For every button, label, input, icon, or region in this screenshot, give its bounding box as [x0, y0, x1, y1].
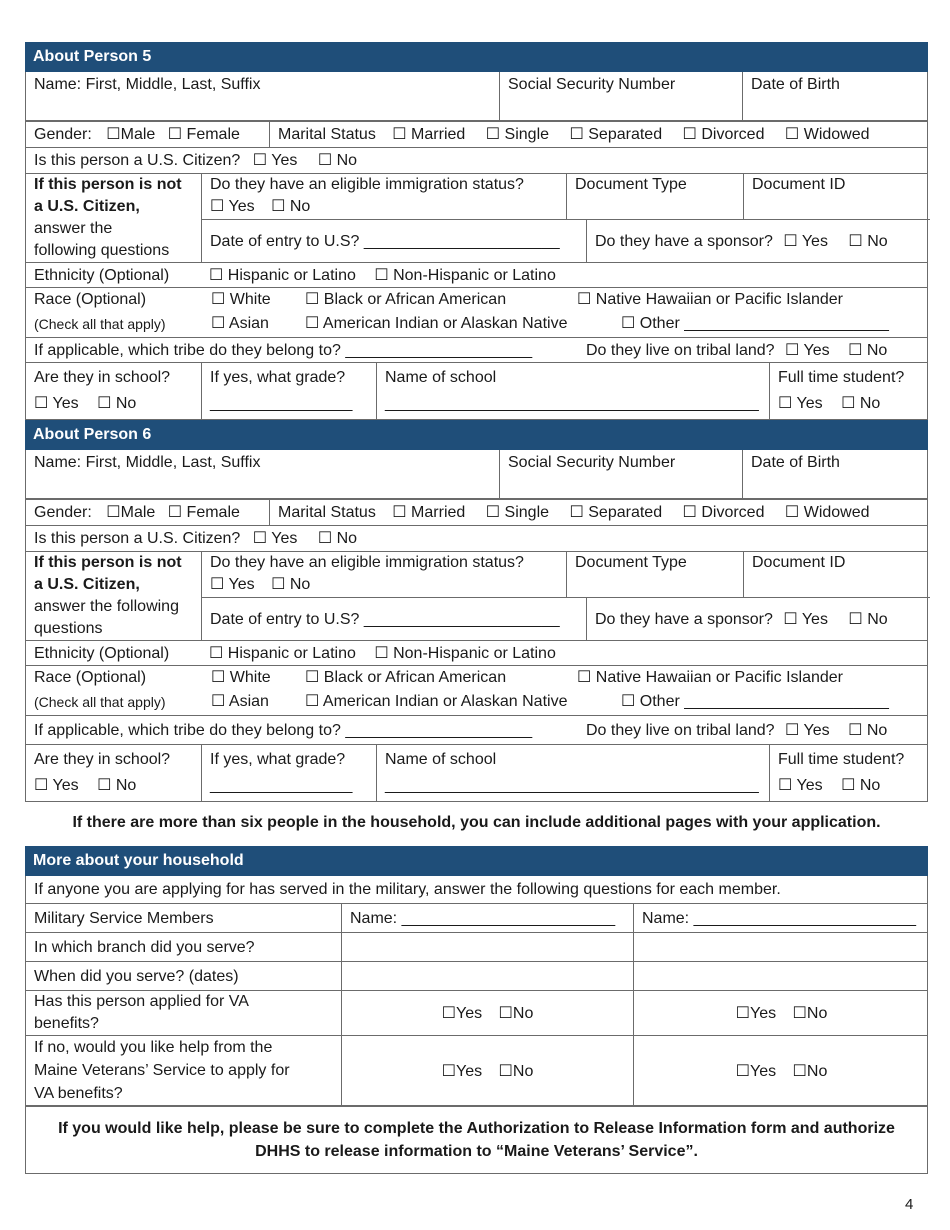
other-race-checkbox[interactable]: ☐ Other _______________________ [621, 315, 889, 332]
tribal-land-cell [578, 716, 929, 744]
single-checkbox[interactable]: ☐ Single [485, 504, 550, 521]
non-citizen-instructions [26, 174, 201, 262]
non-citizen-text-2: questions [34, 620, 103, 637]
gender-label: Gender: [34, 126, 92, 143]
marital-cell [269, 122, 929, 147]
citizen-question: Is this person a U.S. Citizen? [34, 530, 241, 547]
va-question-line-2: benefits? [34, 1015, 99, 1032]
member-2-name-input[interactable]: Name: _________________________ [633, 904, 929, 932]
hispanic-checkbox[interactable]: ☐ Hispanic or Latino [209, 267, 356, 284]
immigration-row [202, 174, 930, 220]
help-question-line-2: Maine Veterans’ Service to apply for [34, 1062, 290, 1079]
fulltime-cell [769, 363, 929, 419]
citizen-yes-checkbox[interactable]: ☐ Yes [252, 152, 298, 169]
name-row [25, 450, 928, 499]
fulltime-yes-checkbox[interactable]: ☐ Yes [778, 395, 823, 412]
native-checkbox[interactable]: ☐ American Indian or Alaskan Native [305, 693, 568, 710]
dob-field[interactable]: Date of Birth [742, 72, 929, 120]
authorization-note [25, 1106, 928, 1174]
non-citizen-bold-2: a U.S. Citizen, [34, 198, 140, 215]
asian-checkbox[interactable]: ☐ Asian [211, 693, 269, 710]
gender-marital-row [25, 121, 928, 148]
immigration-no-checkbox[interactable]: ☐ No [271, 576, 311, 593]
document-type-field[interactable]: Document Type [566, 174, 743, 219]
non-citizen-block [25, 552, 928, 641]
tribal-yes-checkbox[interactable]: ☐ Yes [785, 342, 830, 359]
race-row [25, 288, 928, 338]
members-row [25, 904, 928, 933]
non-hispanic-checkbox[interactable]: ☐ Non-Hispanic or Latino [374, 645, 556, 662]
household-intro: If anyone you are applying for has served in the military, answer the following questions for each member. [34, 881, 781, 898]
name-field[interactable]: Name: First, Middle, Last, Suffix [34, 76, 261, 93]
member-1-branch-input[interactable] [341, 933, 633, 961]
member-2-va-options [633, 991, 929, 1035]
help-question-line-3: VA benefits? [34, 1085, 123, 1102]
sponsor-no-checkbox[interactable]: ☐ No [848, 233, 888, 250]
race-label: Race (Optional) [34, 669, 147, 686]
sponsor-cell [586, 598, 930, 641]
help-row [25, 1036, 928, 1106]
fulltime-no-checkbox[interactable]: ☐ No [841, 395, 881, 412]
fulltime-no-checkbox[interactable]: ☐ No [841, 777, 881, 794]
va-question [26, 991, 341, 1035]
hawaiian-checkbox[interactable]: ☐ Native Hawaiian or Pacific Islander [577, 669, 844, 686]
gender-female-checkbox[interactable]: ☐ Female [167, 504, 240, 521]
tribe-row [25, 716, 928, 745]
race-sublabel: (Check all that apply) [34, 316, 166, 332]
grade-question: If yes, what grade? [210, 369, 346, 386]
citizen-no-checkbox[interactable]: ☐ No [317, 530, 358, 547]
citizen-question: Is this person a U.S. Citizen? [34, 152, 241, 169]
married-checkbox[interactable]: ☐ Married [392, 504, 466, 521]
member-1-dates-input[interactable] [341, 962, 633, 990]
hawaiian-checkbox[interactable]: ☐ Native Hawaiian or Pacific Islander [577, 291, 844, 308]
branch-question: In which branch did you serve? [34, 939, 255, 956]
citizen-row [25, 526, 928, 552]
more-people-note: If there are more than six people in the household, you can include additional pages with your application. [72, 814, 881, 831]
name-field[interactable]: Name: First, Middle, Last, Suffix [34, 454, 261, 471]
tribe-field[interactable]: If applicable, which tribe do they belong to? _____________________ [34, 342, 533, 359]
non-citizen-text-2: following questions [34, 242, 170, 259]
immigration-no-checkbox[interactable]: ☐ No [271, 198, 311, 215]
school-name-label: Name of school [385, 369, 497, 386]
sponsor-question: Do they have a sponsor? [595, 611, 773, 628]
fulltime-cell [769, 745, 929, 801]
non-citizen-questions [201, 174, 929, 263]
gender-cell [26, 122, 269, 147]
member-1-help-options [341, 1036, 633, 1105]
school-row [25, 363, 928, 420]
immigration-yes-checkbox[interactable]: ☐ Yes [210, 576, 255, 593]
divorced-checkbox[interactable]: ☐ Divorced [682, 504, 765, 521]
school-name-cell [376, 363, 769, 419]
single-checkbox[interactable]: ☐ Single [485, 126, 550, 143]
citizen-cell [26, 526, 929, 551]
tribal-no-checkbox[interactable]: ☐ No [848, 722, 888, 739]
gender-female-checkbox[interactable]: ☐ Female [167, 126, 240, 143]
school-name-input[interactable]: __________________________________________ [385, 395, 759, 412]
marital-label: Marital Status [278, 126, 376, 143]
va-question-line-1: Has this person applied for VA [34, 993, 249, 1010]
grade-cell [201, 363, 376, 419]
race-label: Race (Optional) [34, 291, 147, 308]
immigration-cell [202, 552, 566, 597]
tribe-row [25, 338, 928, 363]
other-race-checkbox[interactable]: ☐ Other _______________________ [621, 693, 889, 710]
document-id-field[interactable]: Document ID [743, 174, 930, 219]
citizen-yes-checkbox[interactable]: ☐ Yes [252, 530, 298, 547]
hispanic-checkbox[interactable]: ☐ Hispanic or Latino [209, 645, 356, 662]
grade-input[interactable]: ________________ [210, 395, 353, 412]
member-1-va-options [341, 991, 633, 1035]
entry-date-field[interactable]: Date of entry to U.S? ______________________ [210, 611, 560, 628]
non-citizen-questions [201, 552, 929, 641]
fulltime-yes-checkbox[interactable]: ☐ Yes [778, 777, 823, 794]
immigration-cell [202, 174, 566, 219]
tribal-land-question: Do they live on tribal land? [586, 722, 775, 739]
sponsor-no-checkbox[interactable]: ☐ No [848, 611, 888, 628]
ethnicity-row [25, 263, 928, 288]
married-checkbox[interactable]: ☐ Married [392, 126, 466, 143]
citizen-cell [26, 148, 929, 173]
member-1-name-input[interactable]: Name: ________________________ [341, 904, 633, 932]
divorced-checkbox[interactable]: ☐ Divorced [682, 126, 765, 143]
person-5-header: About Person 5 [25, 42, 928, 72]
school-question: Are they in school? [34, 751, 171, 768]
member-2-va-no-checkbox[interactable]: ☐No [792, 1005, 828, 1022]
ethnicity-options [201, 263, 929, 287]
school-no-checkbox[interactable]: ☐ No [97, 395, 137, 412]
school-row [25, 745, 928, 802]
entry-sponsor-row [202, 598, 930, 641]
name-row [25, 72, 928, 121]
white-checkbox[interactable]: ☐ White [211, 291, 271, 308]
member-2-branch-input[interactable] [633, 933, 929, 961]
member-2-help-no-checkbox[interactable]: ☐No [792, 1063, 828, 1080]
member-1-help-yes-checkbox[interactable]: ☐Yes [441, 1063, 483, 1080]
help-question [26, 1036, 341, 1105]
dob-field[interactable]: Date of Birth [742, 450, 929, 498]
race-label-cell [26, 288, 201, 337]
member-1-help-no-checkbox[interactable]: ☐No [498, 1063, 534, 1080]
member-1-va-no-checkbox[interactable]: ☐No [498, 1005, 534, 1022]
ssn-field[interactable]: Social Security Number [499, 450, 742, 498]
white-checkbox[interactable]: ☐ White [211, 669, 271, 686]
gender-label: Gender: [34, 504, 92, 521]
ethnicity-label: Ethnicity (Optional) [34, 267, 170, 284]
dates-question: When did you serve? (dates) [34, 968, 239, 985]
tribal-yes-checkbox[interactable]: ☐ Yes [785, 722, 830, 739]
help-question-line-1: If no, would you like help from the [34, 1039, 273, 1056]
tribal-no-checkbox[interactable]: ☐ No [848, 342, 888, 359]
school-yes-checkbox[interactable]: ☐ Yes [34, 777, 79, 794]
ethnicity-options [201, 641, 929, 665]
asian-checkbox[interactable]: ☐ Asian [211, 315, 269, 332]
immigration-yes-checkbox[interactable]: ☐ Yes [210, 198, 255, 215]
gender-male-checkbox[interactable]: ☐Male [106, 126, 156, 143]
member-1-va-yes-checkbox[interactable]: ☐Yes [441, 1005, 483, 1022]
race-options [201, 288, 929, 338]
dates-row [25, 962, 928, 991]
page-number: 4 [905, 1196, 914, 1213]
non-citizen-block [25, 174, 928, 263]
school-cell [26, 363, 201, 419]
school-yes-checkbox[interactable]: ☐ Yes [34, 395, 79, 412]
gender-male-checkbox[interactable]: ☐Male [106, 504, 156, 521]
race-label-cell [26, 666, 201, 715]
person-6-header: About Person 6 [25, 420, 928, 450]
fulltime-question: Full time student? [778, 751, 905, 768]
tribal-land-cell [578, 338, 929, 362]
black-checkbox[interactable]: ☐ Black or African American [305, 669, 507, 686]
member-2-help-options [633, 1036, 929, 1105]
immigration-row [202, 552, 930, 598]
non-citizen-text-1: answer the [34, 220, 113, 237]
race-options [201, 666, 929, 716]
grade-input[interactable]: ________________ [210, 777, 353, 794]
entry-sponsor-row [202, 220, 930, 263]
ethnicity-label: Ethnicity (Optional) [34, 645, 170, 662]
non-citizen-bold-1: If this person is not [34, 176, 182, 193]
widowed-checkbox[interactable]: ☐ Widowed [784, 504, 870, 521]
va-row [25, 991, 928, 1036]
widowed-checkbox[interactable]: ☐ Widowed [784, 126, 870, 143]
marital-cell [269, 500, 929, 525]
ssn-field[interactable]: Social Security Number [499, 72, 742, 120]
sponsor-yes-checkbox[interactable]: ☐ Yes [783, 611, 828, 628]
fulltime-question: Full time student? [778, 369, 905, 386]
immigration-question: Do they have an eligible immigration status? [210, 554, 524, 571]
ethnicity-row [25, 641, 928, 666]
document-type-field[interactable]: Document Type [566, 552, 743, 597]
grade-cell [201, 745, 376, 801]
school-name-cell [376, 745, 769, 801]
black-checkbox[interactable]: ☐ Black or African American [305, 291, 507, 308]
household-header: More about your household [25, 846, 928, 876]
non-citizen-bold-1: If this person is not [34, 554, 182, 571]
branch-row [25, 933, 928, 962]
marital-label: Marital Status [278, 504, 376, 521]
entry-date-field[interactable]: Date of entry to U.S? ______________________ [210, 233, 560, 250]
sponsor-cell [586, 220, 930, 263]
non-citizen-instructions [26, 552, 201, 640]
members-label: Military Service Members [34, 910, 214, 927]
member-2-help-yes-checkbox[interactable]: ☐Yes [735, 1063, 777, 1080]
school-no-checkbox[interactable]: ☐ No [97, 777, 137, 794]
school-name-input[interactable]: __________________________________________ [385, 777, 759, 794]
separated-checkbox[interactable]: ☐ Separated [569, 126, 663, 143]
tribe-field[interactable]: If applicable, which tribe do they belong to? _____________________ [34, 722, 533, 739]
citizen-row [25, 148, 928, 174]
race-sublabel: (Check all that apply) [34, 694, 166, 710]
non-citizen-text-1: answer the following [34, 598, 179, 615]
member-2-va-yes-checkbox[interactable]: ☐Yes [735, 1005, 777, 1022]
household-intro-row [25, 876, 928, 904]
citizen-no-checkbox[interactable]: ☐ No [317, 152, 358, 169]
school-question: Are they in school? [34, 369, 171, 386]
sponsor-yes-checkbox[interactable]: ☐ Yes [783, 233, 828, 250]
school-cell [26, 745, 201, 801]
school-name-label: Name of school [385, 751, 497, 768]
document-id-field[interactable]: Document ID [743, 552, 930, 597]
grade-question: If yes, what grade? [210, 751, 346, 768]
authorization-note-line-2: DHHS to release information to “Maine Veterans’ Service”. [255, 1143, 698, 1160]
race-row [25, 666, 928, 716]
tribal-land-question: Do they live on tribal land? [586, 342, 775, 359]
member-2-dates-input[interactable] [633, 962, 929, 990]
separated-checkbox[interactable]: ☐ Separated [569, 504, 663, 521]
authorization-note-line-1: If you would like help, please be sure to complete the Authorization to Release Information form and authorize [58, 1120, 895, 1137]
immigration-question: Do they have an eligible immigration status? [210, 176, 524, 193]
gender-cell [26, 500, 269, 525]
non-citizen-bold-2: a U.S. Citizen, [34, 576, 140, 593]
native-checkbox[interactable]: ☐ American Indian or Alaskan Native [305, 315, 568, 332]
non-hispanic-checkbox[interactable]: ☐ Non-Hispanic or Latino [374, 267, 556, 284]
sponsor-question: Do they have a sponsor? [595, 233, 773, 250]
gender-marital-row [25, 499, 928, 526]
